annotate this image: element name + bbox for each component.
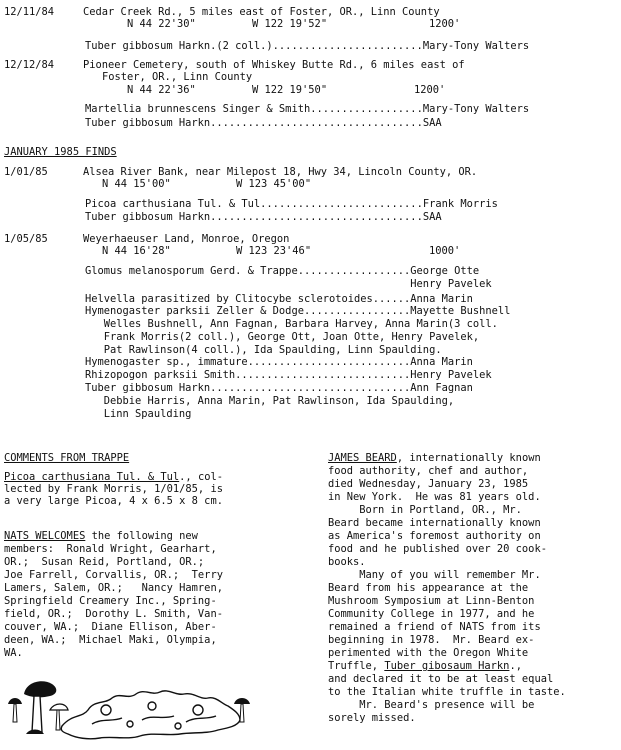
record-date: 12/12/84 [4,59,55,71]
beard-line: Many of you will remember Mr. [328,569,541,581]
beard-line: Born in Portland, OR., Mr. [328,504,522,516]
beard-line: in New York. He was 81 years old. [328,491,541,503]
find-line: Hymenogaster parksii Zeller & Dodge.................Mayette Bushnell [85,305,511,317]
find-line [85,40,529,53]
nats-member-line: Lamers, Salem, OR.; Nancy Hamren, [4,582,223,594]
collector: SAA [422,117,442,129]
species-name: Tuber gibbosum Harkn [85,211,211,223]
nats-member-line: WA. [4,647,23,659]
record-date: 1/05/85 [4,233,48,245]
comments-heading: COMMENTS FROM TRAPPE [4,452,130,464]
record-longitude: W 123 23'46" [236,245,312,257]
species-name: Tuber gibosaum Harkn [384,660,510,672]
find-line: Debbie Harris, Anna Marin, Pat Rawlinson, Ida Spaulding, [85,395,455,407]
find-line: Welles Bushnell, Ann Fagnan, Barbara Harvey, Anna Marin(3 coll. [85,318,498,330]
nats-member-line: Springfield Creamery Inc., Spring- [4,595,217,607]
record-location: Weyerhaeuser Land, Monroe, Oregon [83,233,290,245]
record-latitude: N 44 22'30" [127,18,196,30]
nats-welcomes-label: NATS WELCOMES [4,530,86,542]
record-location-cont: Foster, OR., Linn County [102,71,253,83]
species-name: Martellia brunnescens Singer & Smith [85,103,311,115]
leader-dots: .................................. [210,211,423,223]
beard-line: beginning in 1978. Mr. Beard ex- [328,634,535,646]
find-line: Helvella parasitized by Clitocybe sclerotoides......Anna Marin [85,293,473,305]
beard-line: to the Italian white truffle in taste. [328,686,566,698]
comment-text-run: ., col- [179,471,223,483]
beard-line: remained a friend of NATS from its [328,621,541,633]
beard-text: Truffle, [328,660,385,672]
find-line: Henry Pavelek [85,278,492,290]
mushroom-illustration [2,674,257,746]
record-date: 12/11/84 [4,6,55,18]
beard-line: Mushroom Symposium at Linn-Benton [328,595,535,607]
record-latitude: N 44 16'28" [102,245,171,257]
nats-member-line: deen, WA.; Michael Maki, Olympia, [4,634,217,646]
beard-line: food and he published over 20 cook- [328,543,547,555]
nats-member-line: couver, WA.; Diane Ellison, Aber- [4,621,217,633]
beard-text: ., [509,660,522,672]
beard-name: JAMES BEARD [328,452,397,464]
nats-member-line: field, OR.; Dorothy L. Smith, Van- [4,608,223,620]
find-line [85,198,498,211]
species-name: Tuber gibbosum Harkn.(2 coll.) [85,40,273,52]
record-longitude: W 122 19'52" [252,18,328,30]
beard-line: Community College in 1977, and he [328,608,535,620]
beard-line: died Wednesday, January 23, 1985 [328,478,529,490]
collector: SAA [422,211,442,223]
comment-text: lected by Frank Morris, 1/01/85, is [4,483,223,495]
record-elevation: 1200' [429,18,461,30]
find-line: Frank Morris(2 coll.), George Ott, Joan Otte, Henry Pavelek, [85,331,480,343]
record-date: 1/01/85 [4,166,48,178]
comment-text: a very large Picoa, 4 x 6.5 x 8 cm. [4,495,223,507]
nats-member-line: OR.; Susan Reid, Portland, OR.; [4,556,205,568]
record-elevation: 1000' [429,245,461,257]
nats-member-line: Joe Farrell, Corvallis, OR.; Terry [4,569,223,581]
beard-line: food authority, chef and author, [328,465,529,477]
beard-heading-line [328,452,541,465]
beard-text: , internationally known [396,452,541,464]
collector: Mary-Tony Walters [422,103,530,115]
find-line [85,211,442,224]
find-line: Hymenogaster sp., immature..........................Anna Marin [85,356,473,368]
find-line: Linn Spaulding [85,408,192,420]
leader-dots: .................. [310,103,423,115]
collector: Frank Morris [422,198,498,210]
find-line: Tuber gibbosum Harkn................................Ann Fagnan [85,382,473,394]
species-name: Tuber gibbosum Harkn [85,117,211,129]
section-heading: JANUARY 1985 FINDS [4,146,117,158]
species-name: Picoa carthusiana Tul. & Tul [4,471,180,483]
find-line [85,117,442,130]
nats-member-line: members: Ronald Wright, Gearhart, [4,543,217,555]
beard-line: Mr. Beard's presence will be [328,699,535,711]
beard-line: Beard became internationally known [328,517,541,529]
find-line [85,103,529,116]
collector: Mary-Tony Walters [422,40,530,52]
record-longitude: W 122 19'50" [252,84,328,96]
nats-welcomes-line [4,530,198,543]
find-line: Glomus melanosporum Gerd. & Trappe..................George Otte [85,265,480,277]
beard-line: and declared it to be at least equal [328,673,554,685]
leader-dots: .................................. [210,117,423,129]
beard-line: books. [328,556,366,568]
leader-dots: .......................... [260,198,423,210]
record-longitude: W 123 45'00" [236,178,312,190]
find-line: Pat Rawlinson(4 coll.), Ida Spaulding, Linn Spaulding. [85,344,442,356]
beard-line: sorely missed. [328,712,416,724]
record-elevation: 1200' [414,84,446,96]
beard-truffle-line [328,660,522,673]
find-line: Rhizopogon parksii Smith............................Henry Pavelek [85,369,492,381]
record-location: Pioneer Cemetery, south of Whiskey Butte Rd., 6 miles east of [83,59,465,71]
leader-dots: ........................ [272,40,423,52]
nats-welcomes-text: the following new [85,530,198,542]
record-latitude: N 44 22'36" [127,84,196,96]
record-location: Alsea River Bank, near Milepost 18, Hwy 34, Lincoln County, OR. [83,166,478,178]
species-name: Picoa carthusiana Tul. & Tul [85,198,261,210]
beard-line: Beard from his appearance at the [328,582,529,594]
beard-line: as America's foremost authority on [328,530,541,542]
record-location: Cedar Creek Rd., 5 miles east of Foster, OR., Linn County [83,6,440,18]
record-latitude: N 44 15'00" [102,178,171,190]
comment-text [4,471,223,484]
beard-line: perimented with the Oregon White [328,647,529,659]
